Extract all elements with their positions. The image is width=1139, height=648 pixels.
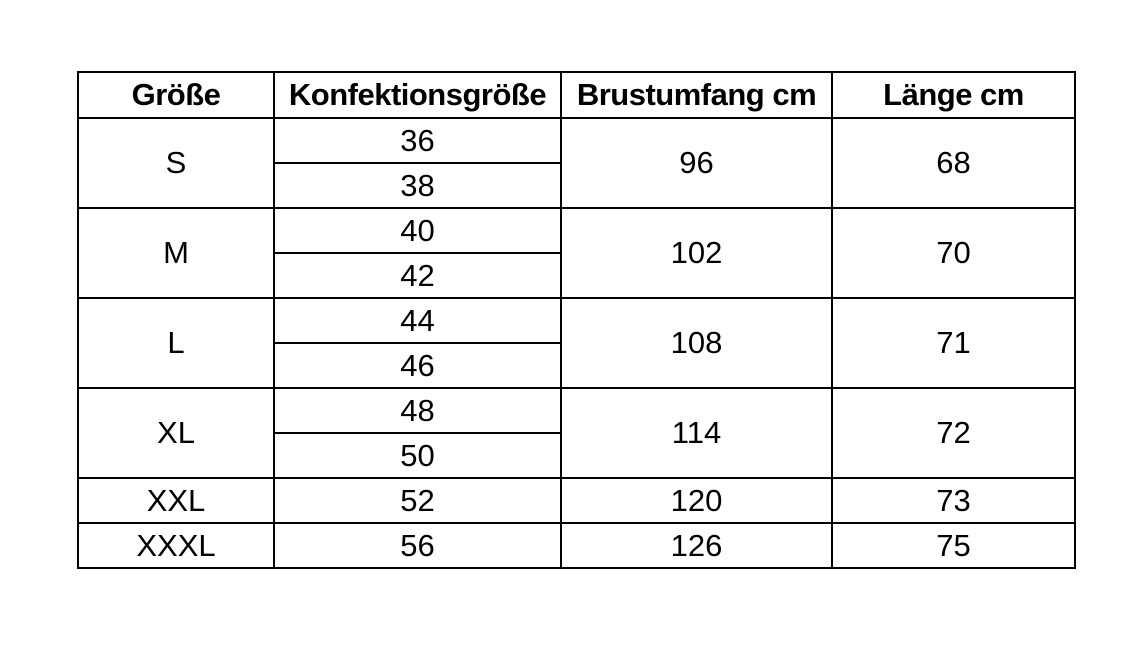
brustumfang-cell: 102 [561,208,832,298]
table-row [78,388,1075,433]
konfektion-cell: 52 [274,478,561,523]
brustumfang-cell: 126 [561,523,832,568]
laenge-cell: 72 [832,388,1075,478]
size-cell: L [78,298,274,388]
size-cell: S [78,118,274,208]
konfektion-cell: 40 [274,208,561,253]
size-cell: XXXL [78,523,274,568]
table-row [78,478,1075,523]
header-brustumfang: Brustumfang cm [561,72,832,118]
header-row [78,72,1075,118]
konfektion-cell: 42 [274,253,561,298]
konfektion-cell: 48 [274,388,561,433]
table-row [78,208,1075,253]
brustumfang-cell: 120 [561,478,832,523]
konfektion-cell: 56 [274,523,561,568]
konfektion-cell: 46 [274,343,561,388]
laenge-cell: 73 [832,478,1075,523]
table-row [78,298,1075,343]
header-konfektionsgroesse: Konfektionsgröße [274,72,561,118]
size-chart-table [77,71,1076,569]
brustumfang-cell: 96 [561,118,832,208]
laenge-cell: 70 [832,208,1075,298]
konfektion-cell: 36 [274,118,561,163]
laenge-cell: 68 [832,118,1075,208]
size-cell: XXL [78,478,274,523]
konfektion-cell: 50 [274,433,561,478]
size-cell: XL [78,388,274,478]
header-groesse: Größe [78,72,274,118]
table-row [78,118,1075,163]
konfektion-cell: 38 [274,163,561,208]
header-laenge: Länge cm [832,72,1075,118]
size-cell: M [78,208,274,298]
brustumfang-cell: 108 [561,298,832,388]
laenge-cell: 71 [832,298,1075,388]
brustumfang-cell: 114 [561,388,832,478]
konfektion-cell: 44 [274,298,561,343]
laenge-cell: 75 [832,523,1075,568]
table-row [78,523,1075,568]
